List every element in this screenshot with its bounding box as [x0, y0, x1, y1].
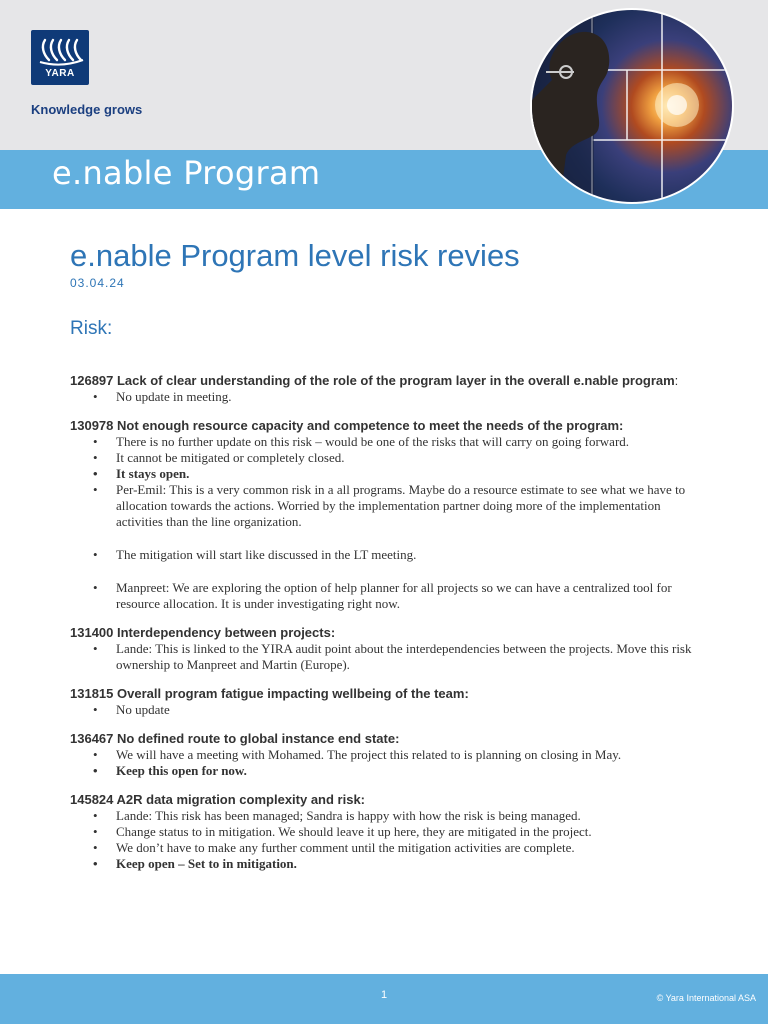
hero-image — [530, 8, 734, 204]
bullet-icon: • — [93, 840, 98, 855]
risk-notes — [70, 641, 710, 673]
logo-text: YARA — [45, 68, 75, 79]
risk-notes — [70, 702, 710, 718]
risk-title-text: 136467 No defined route to global instance end state: — [70, 731, 400, 746]
document-title: e.nable Program level risk revies — [70, 238, 520, 273]
copyright: © Yara International ASA — [656, 993, 756, 1003]
tagline: Knowledge grows — [31, 102, 143, 117]
bullet-icon: • — [93, 763, 98, 778]
risk-note — [70, 450, 710, 466]
bullet-icon: • — [93, 547, 98, 562]
risk-title-text: 131400 Interdependency between projects: — [70, 625, 336, 640]
risk-note — [70, 580, 710, 612]
risk-title — [70, 624, 710, 641]
bullet-icon: • — [93, 450, 98, 465]
risk-title-text: 126897 Lack of clear understanding of the role of the program layer in the overall e.nable program — [70, 373, 675, 388]
thinking-person-illustration — [532, 10, 732, 202]
risk-note-text: Per-Emil: This is a very common risk in a all programs. Maybe do a resource estimate to see what we have to allocation towards the actions. Worried by the implementation partner doing more of the implementation activities than the line organization. — [116, 482, 686, 529]
risk-title — [70, 685, 710, 702]
risk-note — [70, 641, 710, 673]
risk-title — [70, 417, 710, 434]
risk-item — [70, 730, 710, 779]
risk-note-text: We don’t have to make any further comment until the mitigation activities are complete. — [116, 840, 575, 855]
risk-item — [70, 372, 710, 405]
risk-note — [70, 763, 710, 779]
bullet-icon: • — [93, 580, 98, 595]
risk-note — [70, 466, 710, 482]
bullet-icon: • — [93, 808, 98, 823]
risk-note — [70, 434, 710, 450]
footer — [0, 974, 768, 1024]
risk-item — [70, 624, 710, 673]
viking-ship-icon — [31, 30, 89, 70]
risk-notes — [70, 808, 710, 872]
risk-title — [70, 791, 710, 808]
risk-note — [70, 389, 710, 405]
risk-item — [70, 417, 710, 612]
risk-title-text: 130978 Not enough resource capacity and competence to meet the needs of the program: — [70, 418, 624, 433]
bullet-icon: • — [93, 434, 98, 449]
risk-note — [70, 702, 710, 718]
bullet-icon: • — [93, 482, 98, 497]
risk-item — [70, 791, 710, 872]
bullet-icon: • — [93, 824, 98, 839]
program-name: e.nable Program — [52, 154, 321, 192]
risk-note — [70, 840, 710, 856]
risk-title — [70, 372, 710, 389]
risk-note-text: It stays open. — [116, 466, 190, 481]
risk-note-text: We will have a meeting with Mohamed. The project this related to is planning on closing in May. — [116, 747, 622, 762]
risk-list — [70, 372, 710, 884]
bullet-icon: • — [93, 856, 98, 871]
bullet-icon: • — [93, 702, 98, 717]
bullet-icon: • — [93, 466, 98, 481]
risk-note — [70, 547, 710, 563]
risk-title-suffix: : — [674, 373, 679, 388]
risk-note-text: Manpreet: We are exploring the option of help planner for all projects so we can have a centralized tool for resource allocation. It is under investigating right now. — [116, 580, 672, 611]
risk-notes — [70, 747, 710, 779]
page-number: 1 — [380, 989, 388, 1001]
risk-note-text: Lande: This risk has been managed; Sandra is happy with how the risk is being managed. — [116, 808, 581, 823]
bullet-icon: • — [93, 747, 98, 762]
risk-title — [70, 730, 710, 747]
yara-logo — [31, 30, 89, 85]
risk-note-text: No update — [116, 702, 170, 717]
risk-note-text: Keep this open for now. — [116, 763, 247, 778]
risk-note-text: Keep open – Set to in mitigation. — [116, 856, 297, 871]
risk-note — [70, 808, 710, 824]
risk-note-text: Change status to in mitigation. We should leave it up here, they are mitigated in the project. — [116, 824, 592, 839]
risk-title-text: 145824 A2R data migration complexity and risk: — [70, 792, 366, 807]
risk-note — [70, 747, 710, 763]
risk-note-text: There is no further update on this risk – would be one of the risks that will carry on going forward. — [116, 434, 630, 449]
risk-note — [70, 824, 710, 840]
risk-note-text: It cannot be mitigated or completely closed. — [116, 450, 345, 465]
risk-note — [70, 482, 710, 530]
bullet-icon: • — [93, 389, 98, 404]
section-heading: Risk: — [70, 318, 113, 339]
risk-note-text: The mitigation will start like discussed in the LT meeting. — [116, 547, 417, 562]
risk-note-text: No update in meeting. — [116, 389, 232, 404]
bullet-icon: • — [93, 641, 98, 656]
risk-note — [70, 856, 710, 872]
risk-item — [70, 685, 710, 718]
risk-notes — [70, 434, 710, 612]
risk-title-text: 131815 Overall program fatigue impacting wellbeing of the team: — [70, 686, 469, 701]
risk-note-text: Lande: This is linked to the YIRA audit point about the interdependencies between the projects. Move this risk ownership to Manpreet and Martin (Europe). — [116, 641, 692, 672]
document-date: 03.04.24 — [70, 276, 125, 290]
risk-notes — [70, 389, 710, 405]
